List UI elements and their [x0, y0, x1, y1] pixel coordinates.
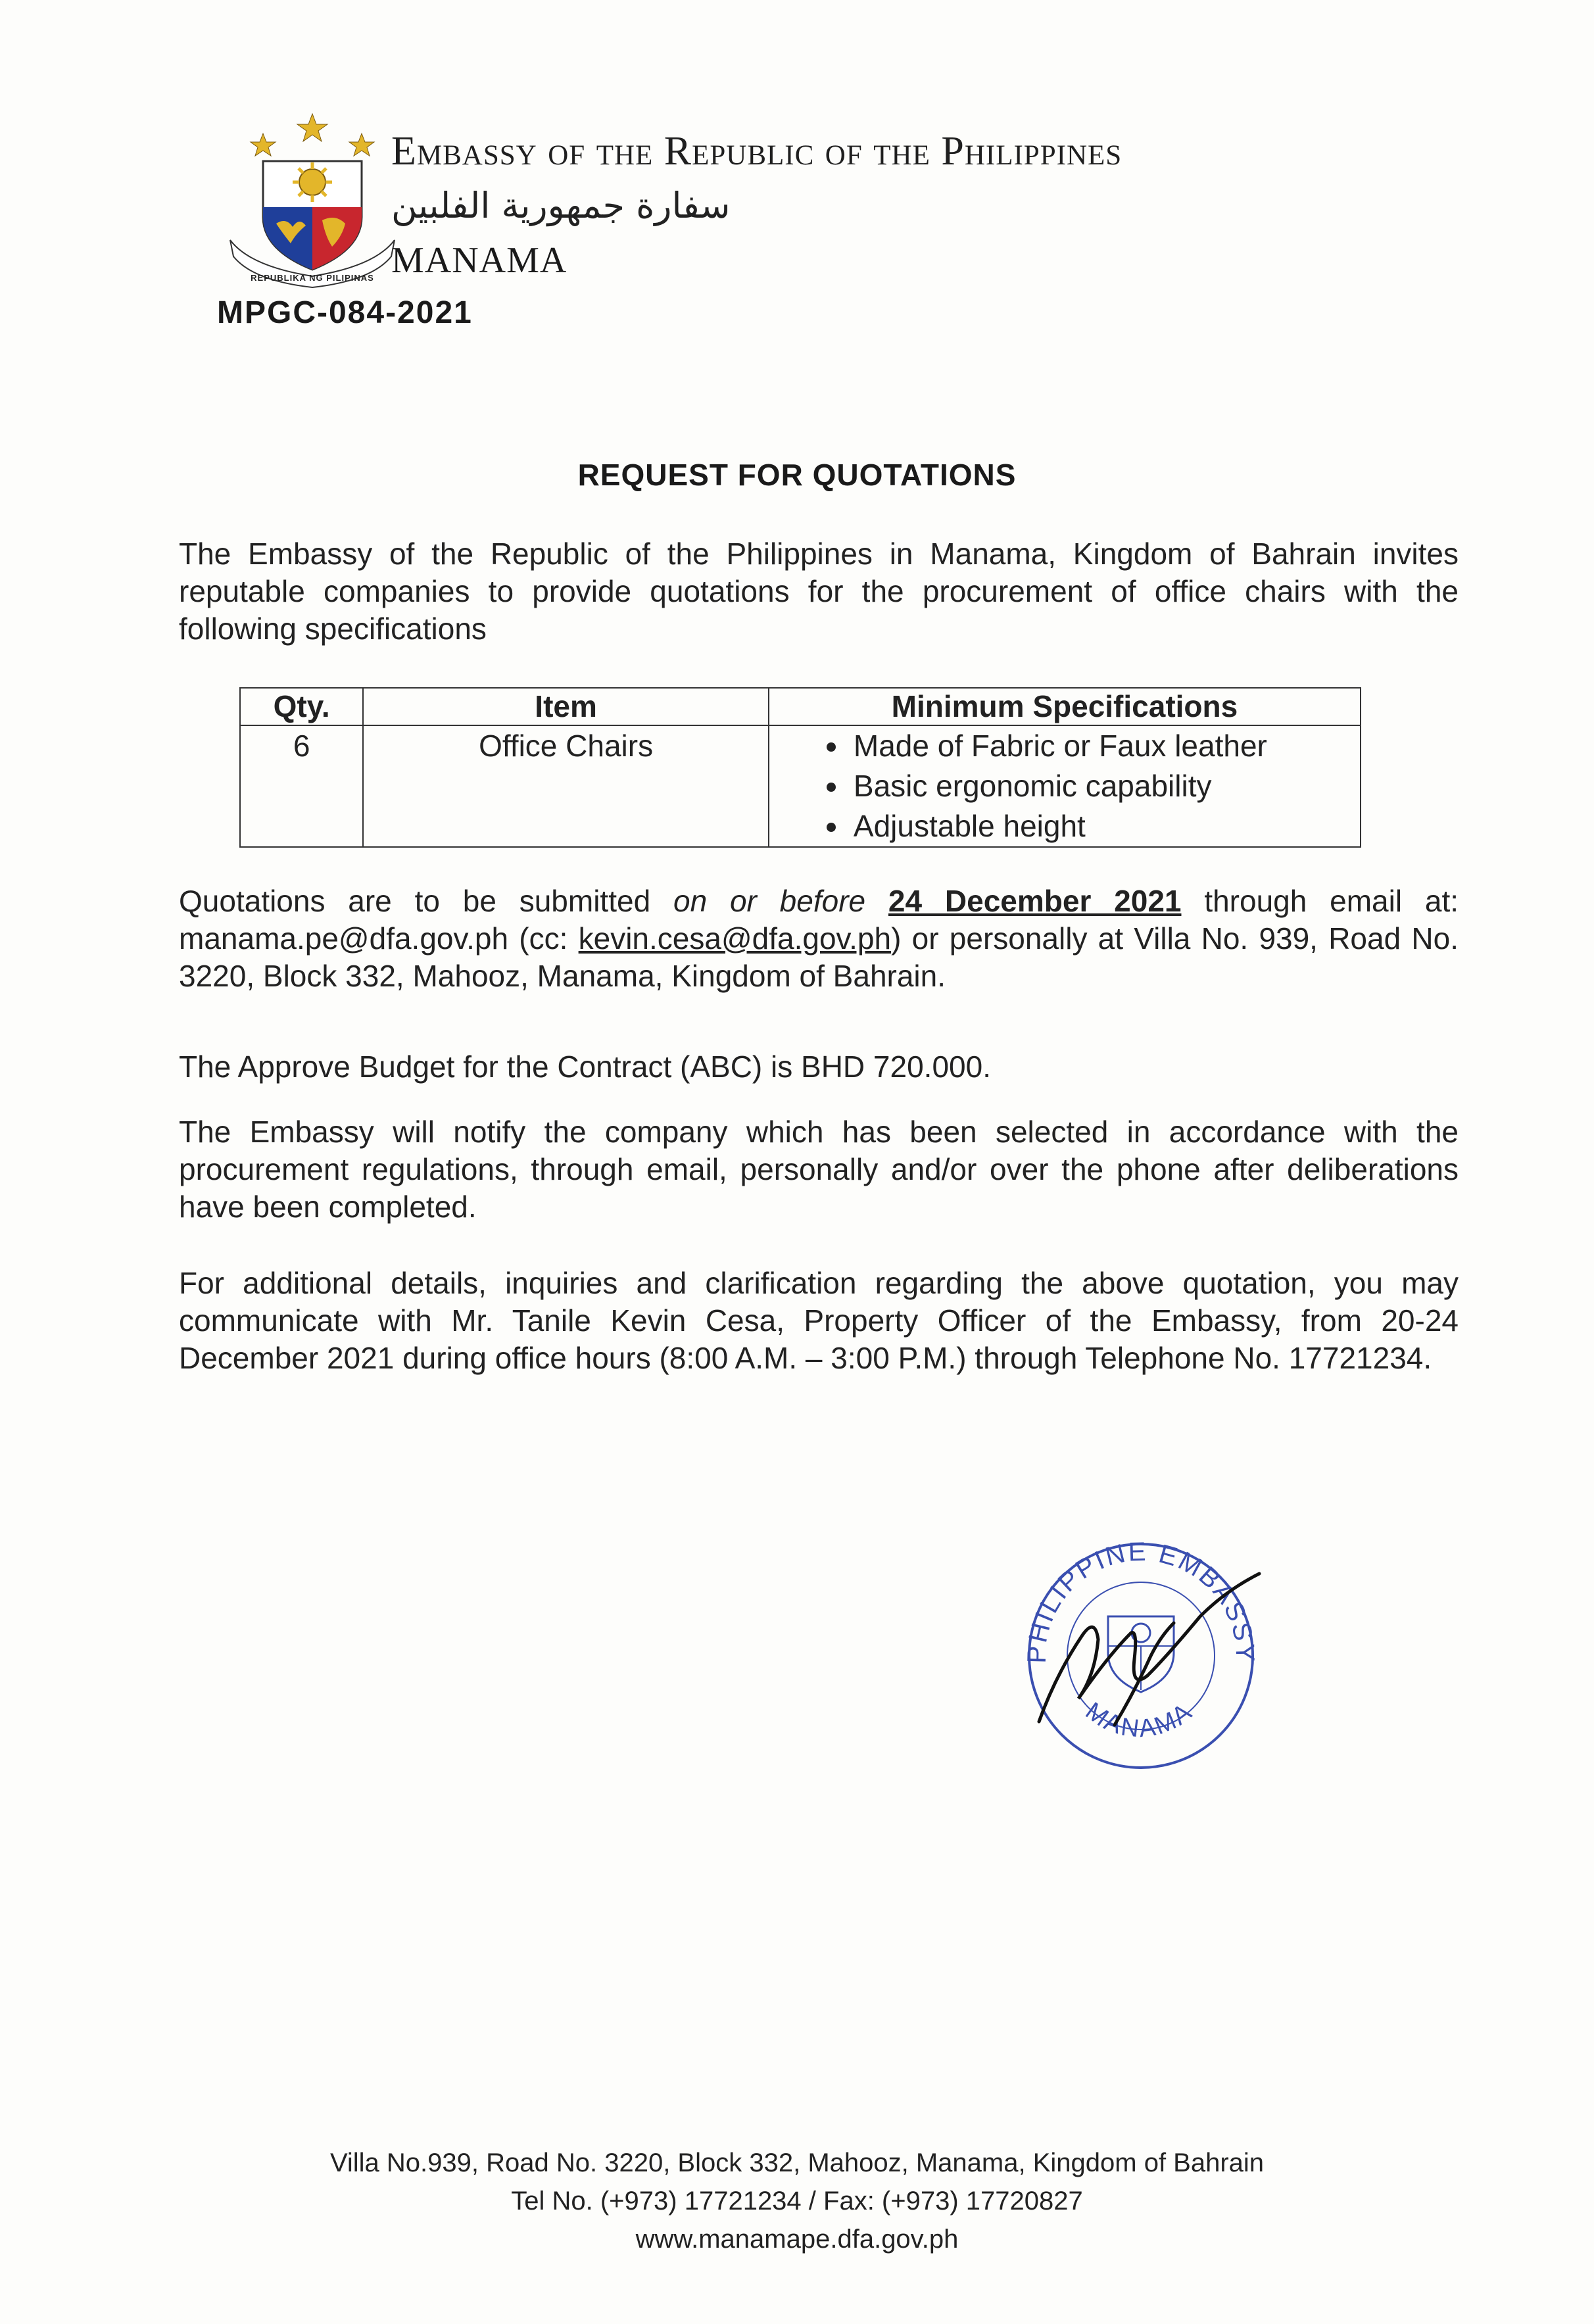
deadline-phrase: on or before — [673, 884, 866, 918]
embassy-city: MANAMA — [391, 240, 568, 281]
notify-paragraph: The Embassy will notify the company which has been selected in accordance with the procurement regulations, through email, personally and/or over the phone after deliberations have been completed. — [179, 1115, 1459, 1224]
svg-text:PHILIPPINE EMBASSY — [1023, 1537, 1260, 1664]
spec-item: • Basic ergonomic capability — [850, 766, 1360, 806]
page-footer — [0, 2144, 1594, 2258]
letterhead — [391, 125, 1122, 284]
spec-list — [769, 726, 1360, 846]
spec-item: • Adjustable height — [850, 806, 1360, 846]
submission-email: through email at: manama.pe@dfa.gov.ph (cc: — [179, 884, 1459, 956]
header-qty: Qty. — [240, 688, 363, 725]
stamp-bottom-text: MANAMA — [1080, 1697, 1199, 1743]
spec-item: • Made of Fabric or Faux leather — [850, 726, 1360, 766]
page-title: REQUEST FOR QUOTATIONS — [577, 458, 1017, 492]
stamp-top-text: PHILIPPINE EMBASSY — [1022, 1537, 1260, 1664]
embassy-title: Embassy of the Republic of the Philippines — [391, 129, 1123, 174]
table-header-row — [240, 688, 1361, 725]
svg-text:MANAMA — [1080, 1697, 1198, 1743]
footer-website-link[interactable]: www.manamape.dfa.gov.ph — [635, 2225, 959, 2254]
contact-paragraph: For additional details, inquiries and clarification regarding the above quotation, you may communicate with Mr. Tanile Kevin Cesa, Property Officer of the Embassy, from 20-24 December 2021 during office hours (8:00 A.M. – 3:00 P.M.) through Telephone No. 17721234. — [179, 1266, 1459, 1375]
embassy-title-arabic: سفارة جمهورية الفلبين — [391, 185, 731, 226]
header-spec: Minimum Specifications — [769, 688, 1361, 725]
seal-scroll-text: REPUBLIKA NG PILIPINAS — [251, 273, 374, 283]
cell-qty: 6 — [240, 725, 363, 847]
submission-paragraph — [179, 883, 1459, 995]
embassy-stamp-icon — [1009, 1524, 1269, 1784]
submission-lead: Quotations are to be submitted — [179, 884, 651, 918]
footer-phone: Tel No. (+973) 17721234 / Fax: (+973) 17720827 — [511, 2187, 1083, 2215]
deadline-date: 24 December 2021 — [888, 884, 1182, 918]
reference-number: MPGC-084-2021 — [217, 295, 473, 330]
cc-email-link[interactable]: kevin.cesa@dfa.gov.ph — [578, 921, 892, 956]
intro-paragraph: The Embassy of the Republic of the Philippines in Manama, Kingdom of Bahrain invites reputable companies to provide quotations for the procurement of office chairs with the following specifications — [179, 537, 1459, 646]
cell-spec — [769, 725, 1361, 847]
footer-address: Villa No.939, Road No. 3220, Block 332, Mahooz, Manama, Kingdom of Bahrain — [329, 2148, 1265, 2177]
cell-item: Office Chairs — [363, 725, 769, 847]
submission-address: ) or personally at Villa No. 939, Road No. 3220, Block 332, Mahooz, Manama, Kingdom of Bahrain. — [179, 921, 1459, 993]
header-item: Item — [363, 688, 769, 725]
table-row — [240, 725, 1361, 847]
budget-paragraph: The Approve Budget for the Contract (ABC) is BHD 720.000. — [179, 1050, 991, 1084]
coat-of-arms-icon — [224, 109, 401, 289]
specifications-table — [239, 687, 1361, 848]
